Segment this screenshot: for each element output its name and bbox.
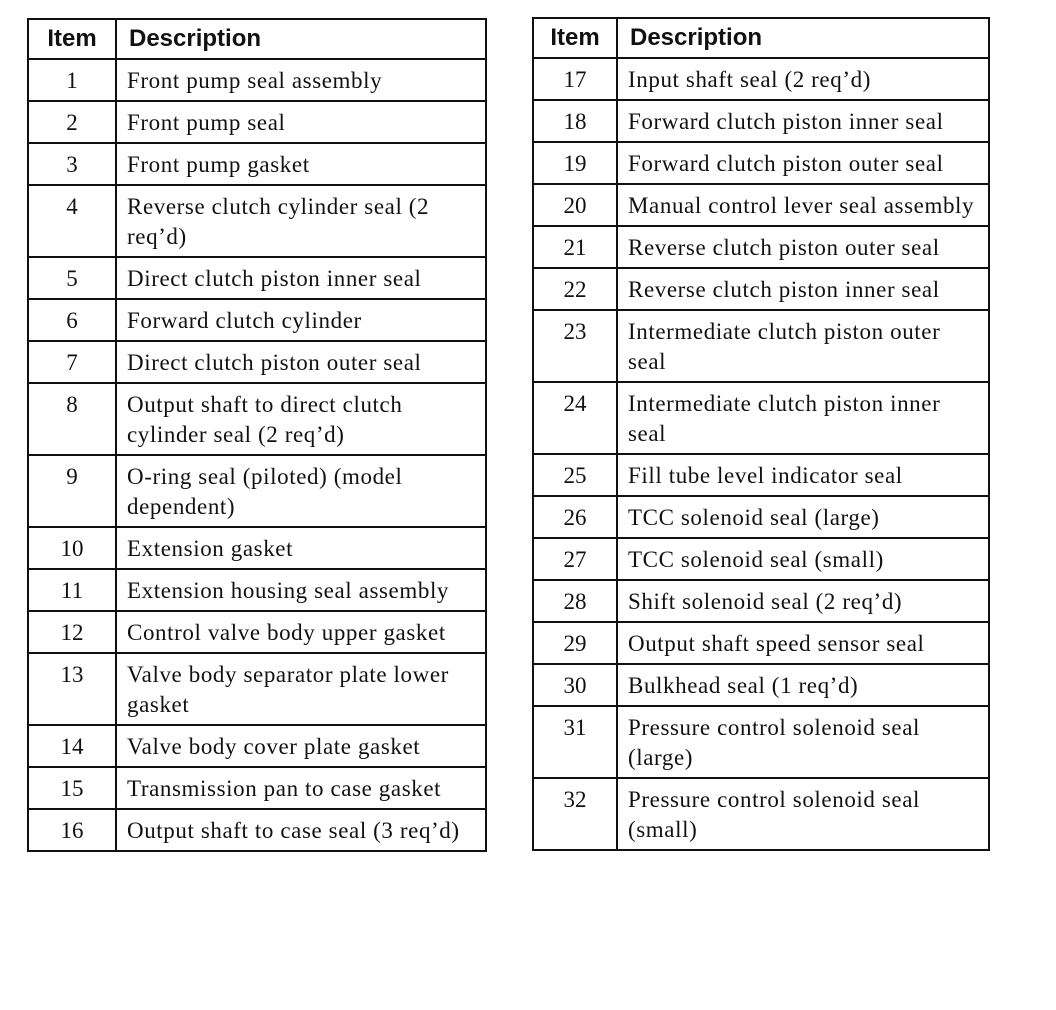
table-row [533, 706, 989, 778]
parts-table-right [532, 17, 990, 851]
item-number: 4 [28, 185, 116, 257]
item-description: Extension housing seal assembly [116, 569, 486, 611]
item-description: Reverse clutch cylinder seal (2 req’d) [116, 185, 486, 257]
item-number: 14 [28, 725, 116, 767]
item-description: O-ring seal (piloted) (model dependent) [116, 455, 486, 527]
parts-table-left [27, 18, 487, 852]
description-column-header: Description [617, 18, 989, 58]
header-row [533, 18, 989, 58]
table-row [28, 527, 486, 569]
item-description: Reverse clutch piston inner seal [617, 268, 989, 310]
item-number: 22 [533, 268, 617, 310]
item-description: TCC solenoid seal (large) [617, 496, 989, 538]
item-number: 9 [28, 455, 116, 527]
table-row [28, 653, 486, 725]
item-description: TCC solenoid seal (small) [617, 538, 989, 580]
item-description: Bulkhead seal (1 req’d) [617, 664, 989, 706]
item-description: Transmission pan to case gasket [116, 767, 486, 809]
table-row [28, 455, 486, 527]
item-number: 28 [533, 580, 617, 622]
table-row [533, 454, 989, 496]
table-row [28, 185, 486, 257]
table-body [28, 59, 486, 851]
item-number: 30 [533, 664, 617, 706]
item-number: 3 [28, 143, 116, 185]
item-number: 20 [533, 184, 617, 226]
item-number: 13 [28, 653, 116, 725]
item-column-header: Item [28, 19, 116, 59]
item-description: Direct clutch piston outer seal [116, 341, 486, 383]
item-description: Pressure control solenoid seal (small) [617, 778, 989, 850]
item-description: Intermediate clutch piston inner seal [617, 382, 989, 454]
table-row [28, 809, 486, 851]
item-description: Front pump gasket [116, 143, 486, 185]
item-number: 23 [533, 310, 617, 382]
item-number: 8 [28, 383, 116, 455]
table-row [533, 100, 989, 142]
item-number: 7 [28, 341, 116, 383]
item-number: 12 [28, 611, 116, 653]
item-description: Extension gasket [116, 527, 486, 569]
header-row [28, 19, 486, 59]
table-row [533, 310, 989, 382]
item-description: Forward clutch piston inner seal [617, 100, 989, 142]
item-description: Output shaft to direct clutch cylinder seal (2 req’d) [116, 383, 486, 455]
table-row [28, 257, 486, 299]
item-number: 26 [533, 496, 617, 538]
item-description: Control valve body upper gasket [116, 611, 486, 653]
item-description: Input shaft seal (2 req’d) [617, 58, 989, 100]
table-row [28, 341, 486, 383]
item-number: 16 [28, 809, 116, 851]
table-row [533, 778, 989, 850]
item-description: Valve body cover plate gasket [116, 725, 486, 767]
table-row [533, 142, 989, 184]
item-number: 27 [533, 538, 617, 580]
table-row [533, 226, 989, 268]
item-number: 24 [533, 382, 617, 454]
table-row [533, 382, 989, 454]
table-row [28, 299, 486, 341]
item-number: 25 [533, 454, 617, 496]
item-description: Pressure control solenoid seal (large) [617, 706, 989, 778]
table-row [28, 725, 486, 767]
item-number: 11 [28, 569, 116, 611]
table-row [533, 58, 989, 100]
table-row [28, 101, 486, 143]
item-number: 10 [28, 527, 116, 569]
item-column-header: Item [533, 18, 617, 58]
item-number: 15 [28, 767, 116, 809]
item-number: 31 [533, 706, 617, 778]
item-number: 18 [533, 100, 617, 142]
table-row [533, 268, 989, 310]
table-row [28, 569, 486, 611]
item-number: 6 [28, 299, 116, 341]
item-description: Fill tube level indicator seal [617, 454, 989, 496]
table-body [533, 58, 989, 850]
item-description: Shift solenoid seal (2 req’d) [617, 580, 989, 622]
table-row [533, 538, 989, 580]
table-row [28, 767, 486, 809]
item-description: Intermediate clutch piston outer seal [617, 310, 989, 382]
item-number: 17 [533, 58, 617, 100]
table-row [533, 184, 989, 226]
item-description: Reverse clutch piston outer seal [617, 226, 989, 268]
item-description: Direct clutch piston inner seal [116, 257, 486, 299]
table-row [533, 496, 989, 538]
item-number: 5 [28, 257, 116, 299]
item-description: Forward clutch cylinder [116, 299, 486, 341]
item-description: Front pump seal [116, 101, 486, 143]
table-row [28, 143, 486, 185]
item-number: 21 [533, 226, 617, 268]
table-row [28, 59, 486, 101]
item-description: Front pump seal assembly [116, 59, 486, 101]
item-description: Output shaft to case seal (3 req’d) [116, 809, 486, 851]
item-description: Manual control lever seal assembly [617, 184, 989, 226]
table-row [28, 611, 486, 653]
item-description: Forward clutch piston outer seal [617, 142, 989, 184]
item-number: 19 [533, 142, 617, 184]
table-row [28, 383, 486, 455]
table-row [533, 622, 989, 664]
item-number: 2 [28, 101, 116, 143]
table-row [533, 580, 989, 622]
item-number: 1 [28, 59, 116, 101]
table-row [533, 664, 989, 706]
item-description: Output shaft speed sensor seal [617, 622, 989, 664]
item-number: 32 [533, 778, 617, 850]
item-number: 29 [533, 622, 617, 664]
item-description: Valve body separator plate lower gasket [116, 653, 486, 725]
description-column-header: Description [116, 19, 486, 59]
